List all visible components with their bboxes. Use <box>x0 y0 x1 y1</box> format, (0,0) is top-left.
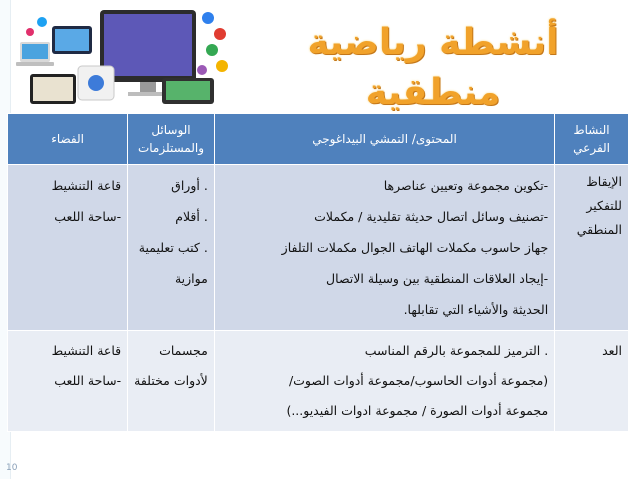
table-header-row <box>8 114 629 165</box>
content-line: (مجموعة أدوات الحاسوب/مجموعة أدوات الصوت/ <box>288 373 549 388</box>
tools-line: موازية <box>174 271 208 286</box>
space-cell <box>8 331 128 432</box>
tools-line: لأدوات مختلفة <box>134 373 208 388</box>
header-tools: الوسائل والمستلزمات <box>128 114 215 165</box>
table-row <box>8 331 629 432</box>
space-line: قاعة التنشيط <box>51 343 122 358</box>
tools-line: . كتب تعليمية <box>138 240 208 255</box>
content-line: -تكوين مجموعة وتعيين عناصرها <box>383 178 549 193</box>
tools-line: . أوراق <box>171 178 208 193</box>
activity-text: العد <box>602 343 622 358</box>
space-cell <box>8 165 128 331</box>
space-line: -ساحة اللعب <box>54 373 122 388</box>
content-cell <box>214 331 554 432</box>
tools-line: . أقلام <box>175 209 208 224</box>
tools-cell <box>128 331 215 432</box>
header-content: المحتوى/ التمشي البيداغوجي <box>214 114 554 165</box>
table-row <box>8 165 629 331</box>
social-icon <box>202 12 214 24</box>
content-line: -تصنيف وسائل اتصال حديثة تقليدية / مكملات <box>314 209 549 224</box>
content-line: الحديثة والأشياء التي تقابلها. <box>403 302 549 317</box>
header-space: الفضاء <box>8 114 128 165</box>
content-line: . الترميز للمجموعة بالرقم المناسب <box>364 343 549 358</box>
page-number: 10 <box>6 463 18 473</box>
page-title: أنشطة رياضية منطقية <box>307 22 559 113</box>
activity-cell <box>555 165 629 331</box>
space-line: -ساحة اللعب <box>54 209 122 224</box>
activity-cell <box>555 331 629 432</box>
activity-text: الإيقاظ للتفكير المنطقي <box>576 174 622 237</box>
tools-cell <box>128 165 215 331</box>
content-cell <box>214 165 554 331</box>
tools-line: مجسمات <box>159 343 208 358</box>
content-line: -إيجاد العلاقات المنطقية بين وسيلة الاتصال <box>326 271 549 286</box>
content-line: مجموعة أدوات الصورة / مجموعة ادوات الفيديو...) <box>286 403 549 418</box>
technology-collage-image <box>12 8 230 112</box>
content-line: جهاز حاسوب مكملات الهاتف الجوال مكملات التلفاز <box>281 240 549 255</box>
activities-table <box>7 113 629 432</box>
header-activity: النشاط الفرعي <box>555 114 629 165</box>
space-line: قاعة التنشيط <box>51 178 122 193</box>
